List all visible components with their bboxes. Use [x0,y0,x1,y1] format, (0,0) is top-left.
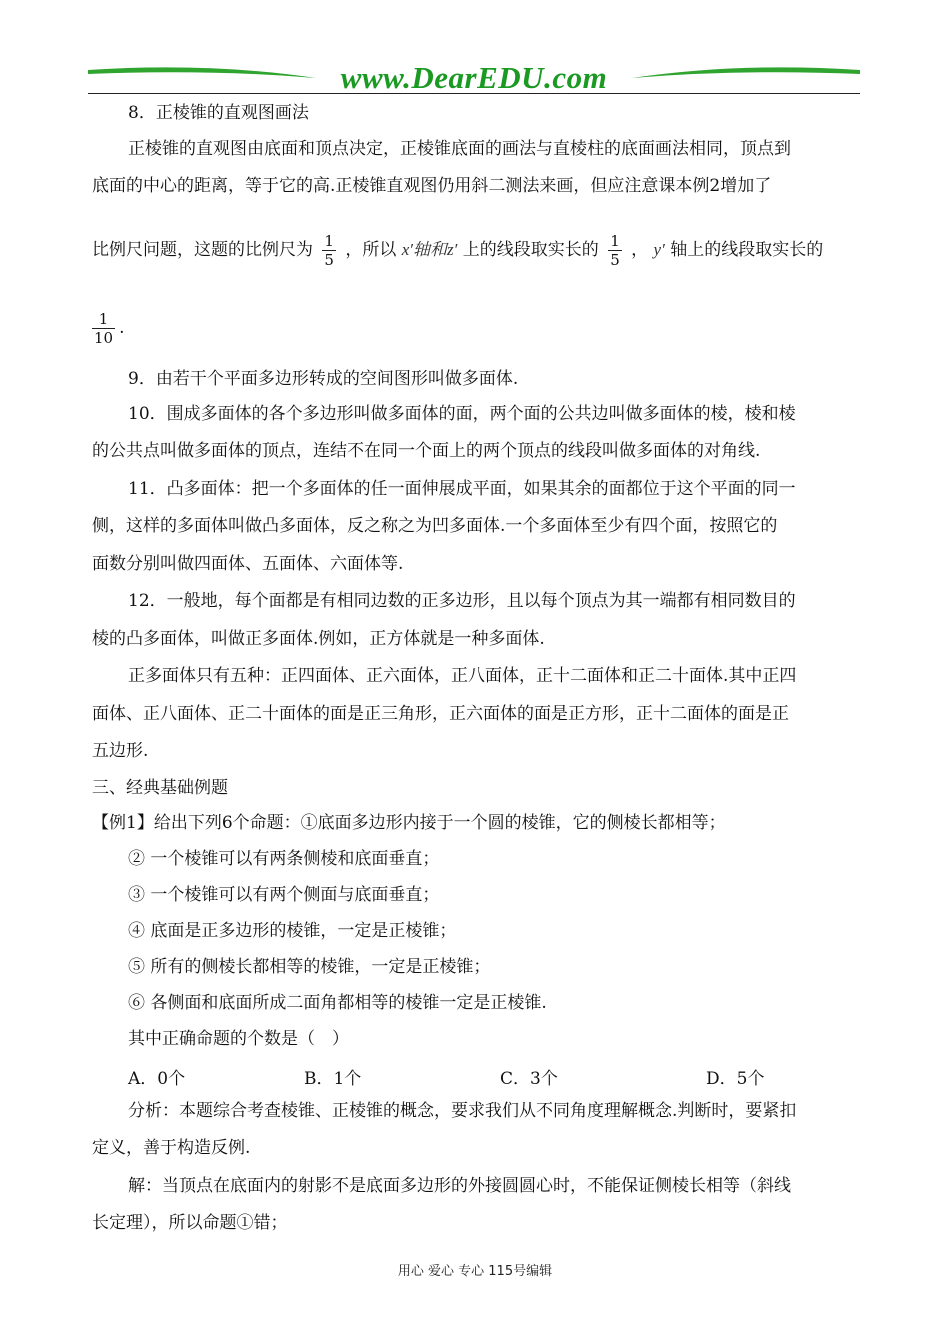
option-d: D．5个 [706,1069,765,1089]
solution-line: 解：当顶点在底面内的射影不是底面多边形的外接圆圆心时，不能保证侧棱长相等（斜线 [128,1176,791,1196]
proposition-6: ⑥ 各侧面和底面所成二面角都相等的棱锥一定是正棱锥. [128,993,547,1013]
text-segment: 比例尺问题，这题的比例尺为 [92,240,313,260]
fraction-denominator: 5 [324,251,334,269]
question-line: 其中正确命题的个数是（ ） [128,1029,349,1049]
page-footer: 用心 爱心 专心 115号编辑 [397,1264,553,1279]
fraction-one-fifth [608,232,622,269]
paragraph-line: 正棱锥的直观图由底面和顶点决定，正棱锥底面的画法与直棱柱的底面画法相同，顶点到 [128,139,791,159]
math-axis-y: y′ [653,240,665,259]
paragraph-line: 正多面体只有五种：正四面体、正六面体，正八面体，正十二面体和正二十面体.其中正四 [128,666,797,686]
paragraph-line: 五边形. [92,741,149,761]
proposition-4: ④ 底面是正多边形的棱锥，一定是正棱锥； [128,921,457,941]
site-header [88,58,860,98]
fraction-numerator: 1 [610,232,620,250]
heading-8: 8．正棱锥的直观图画法 [128,103,309,123]
paragraph-line-with-fractions [92,230,823,270]
paragraph-line: 面数分别叫做四面体、五面体、六面体等. [92,554,404,574]
item-9: 9．由若干个平面多边形转成的空间图形叫做多面体. [128,369,519,389]
text-segment: 轴上的线段取实长的 [670,240,824,260]
paragraph-line: 棱的凸多面体，叫做正多面体.例如，正方体就是一种多面体. [92,629,545,649]
answer-options [128,1064,828,1089]
fraction-one-fifth [322,232,336,269]
paragraph-line: 面体、正八面体、正二十面体的面是正三角形，正六面体的面是正方形，正十二面体的面是正 [92,704,789,724]
paragraph-line: 底面的中心的距离，等于它的高.正棱锥直观图仍用斜二测法来画，但应注意课本例2增加了 [92,176,772,196]
paragraph-line: 侧，这样的多面体叫做凸多面体，反之称之为凹多面体.一个多面体至少有四个面，按照它的 [92,516,778,536]
fraction-one-tenth [92,310,115,347]
item-10: 10．围成多面体的各个多边形叫做多面体的面，两个面的公共边叫做多面体的棱，棱和棱 [128,404,796,424]
option-b: B．1个 [304,1069,362,1089]
fraction-numerator: 1 [92,310,115,329]
item-11: 11．凸多面体：把一个多面体的任一面伸展成平面，如果其余的面都位于这个平面的同一 [128,479,796,499]
text-segment: ，所以 [345,240,397,260]
section-heading: 三、经典基础例题 [92,778,228,798]
math-axes-xz: x′轴和z′ [401,240,458,259]
fraction-denominator: 10 [94,329,114,347]
proposition-3: ③ 一个棱锥可以有两个侧面与底面垂直； [128,885,440,905]
example-1-statement: 【例1】给出下列6个命题：①底面多边形内接于一个圆的棱锥，它的侧棱长都相等； [92,813,726,833]
text-segment: 上的线段取实长的 [462,240,599,260]
text-segment: . [119,318,125,338]
proposition-5: ⑤ 所有的侧棱长都相等的棱锥，一定是正棱锥； [128,957,491,977]
solution-line: 长定理），所以命题①错； [92,1213,288,1233]
option-a: A．0个 [128,1069,186,1089]
header-divider [88,93,860,94]
site-logo-text: www.DearEDU.com [340,60,608,95]
fraction-numerator: 1 [324,232,334,250]
item-12: 12．一般地，每个面都是有相同边数的正多边形，且以每个顶点为其一端都有相同数目的 [128,591,796,611]
analysis-line: 定义，善于构造反例. [92,1138,251,1158]
fraction-line [92,308,125,348]
fraction-denominator: 5 [610,251,620,269]
proposition-2: ② 一个棱锥可以有两条侧棱和底面垂直； [128,849,440,869]
option-c: C．3个 [500,1069,558,1089]
text-segment: ， [631,240,649,260]
paragraph-line: 的公共点叫做多面体的顶点，连结不在同一个面上的两个顶点的线段叫做多面体的对角线. [92,441,761,461]
analysis-line: 分析：本题综合考查棱锥、正棱锥的概念，要求我们从不同角度理解概念.判断时，要紧扣 [128,1101,797,1121]
